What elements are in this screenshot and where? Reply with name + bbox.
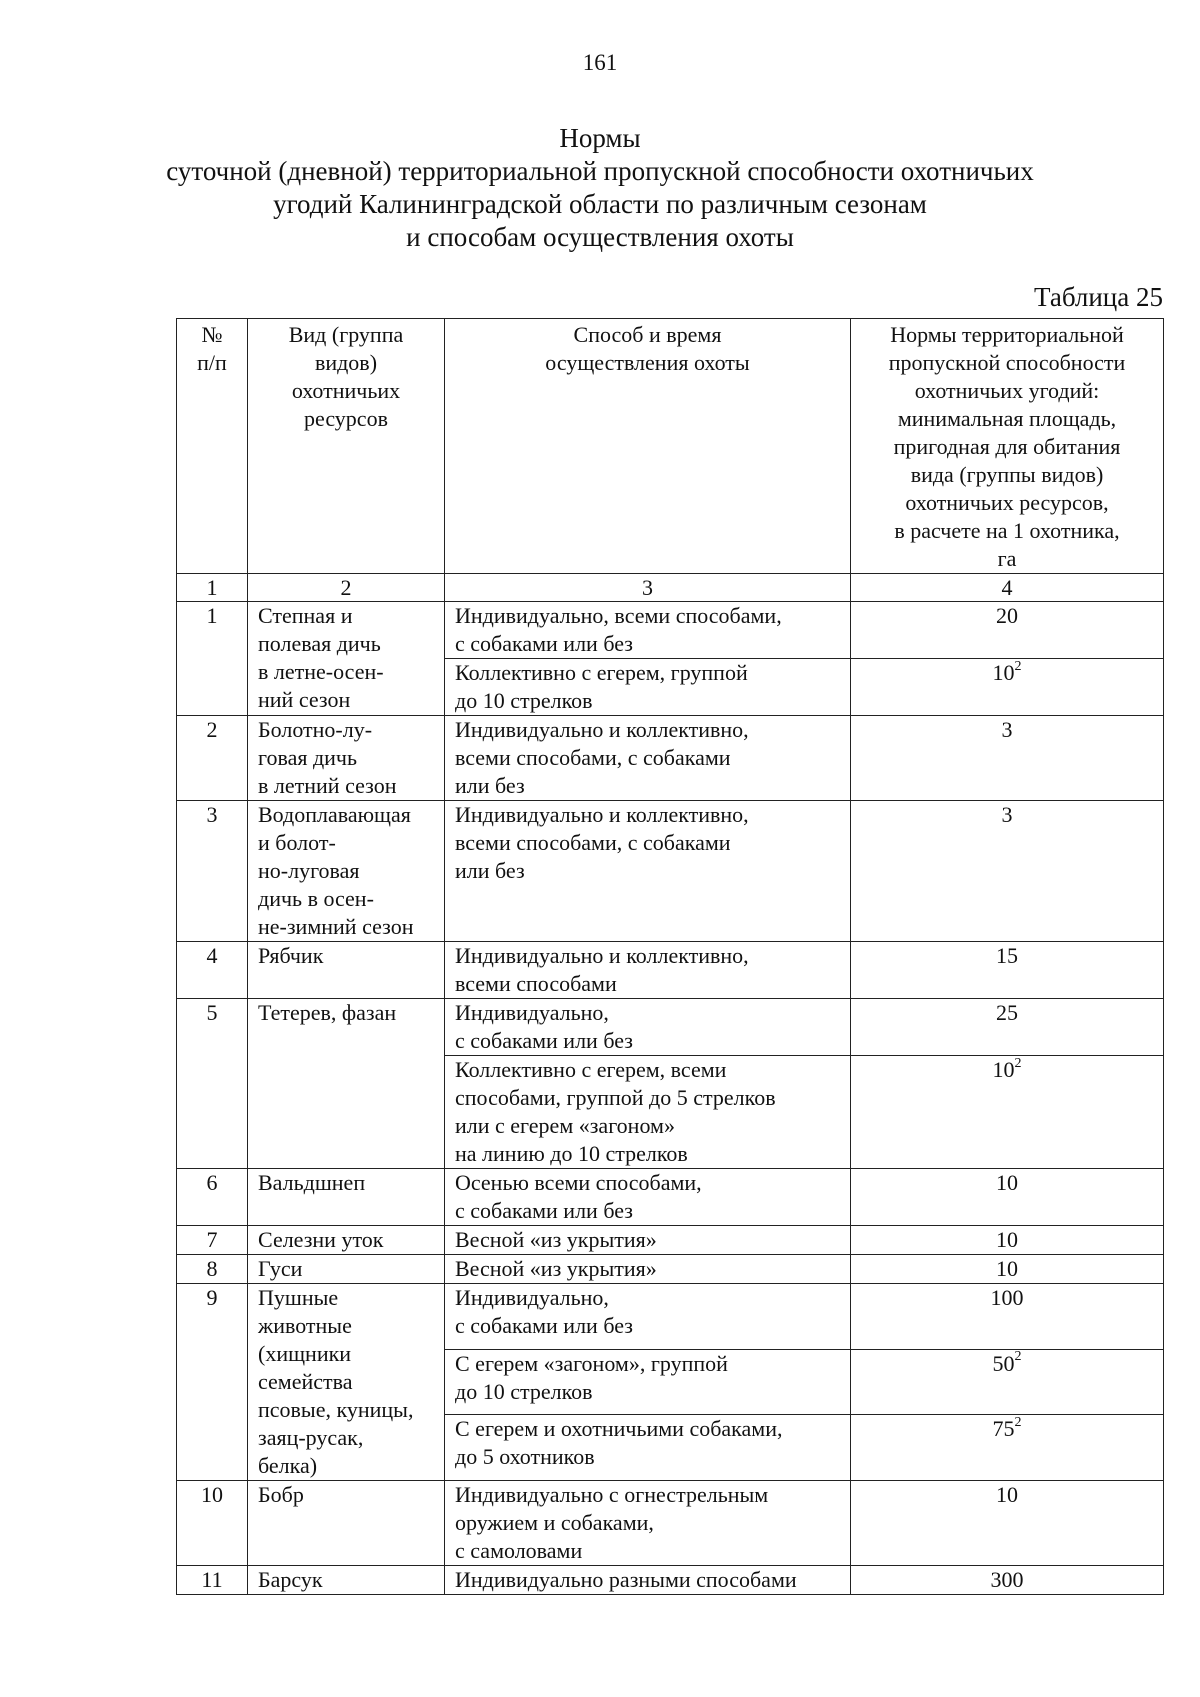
norm-value: 3 <box>1001 717 1013 742</box>
title-line: и способам осуществления охоты <box>406 222 794 252</box>
row-number: 2 <box>177 716 248 801</box>
cell-line: Индивидуально и коллективно, <box>455 717 749 742</box>
cell-line: га <box>997 546 1017 571</box>
cell-line: Селезни уток <box>258 1227 384 1252</box>
cell-line: охотничьих <box>291 378 401 403</box>
cell-line: Способ и время <box>573 322 722 347</box>
column-number: 2 <box>248 574 445 602</box>
table-row <box>177 1481 1164 1566</box>
column-number-row <box>177 574 1164 602</box>
cell-line: или с егерем «загоном» <box>455 1113 675 1138</box>
cell-line: Вид (группа <box>288 322 404 347</box>
cell-line: белка) <box>258 1453 318 1478</box>
norm-value: 10 <box>996 1170 1018 1195</box>
header-norm <box>851 319 1164 574</box>
norm-cell <box>851 1169 1164 1226</box>
norm-cell <box>851 1226 1164 1255</box>
header-num <box>177 319 248 574</box>
cell-line: минимальная площадь, <box>897 406 1117 431</box>
species-cell <box>248 716 445 801</box>
table-row <box>177 999 1164 1056</box>
cell-line: Нормы территориальной <box>890 322 1124 347</box>
cell-line: или без <box>455 773 525 798</box>
cell-line: № <box>201 322 223 347</box>
cell-line: Пушные <box>258 1285 339 1310</box>
column-number: 4 <box>851 574 1164 602</box>
cell-line: Весной «из укрытия» <box>455 1227 657 1252</box>
cell-line: с собаками или без <box>455 1313 633 1338</box>
title-line: угодий Калининградской области по различным сезонам <box>273 189 927 219</box>
cell-line: с самоловами <box>455 1538 583 1563</box>
method-cell <box>445 1481 851 1566</box>
cell-line: псовые, куницы, <box>258 1397 414 1422</box>
method-cell <box>445 1415 851 1481</box>
species-cell <box>248 1566 445 1595</box>
norm-value: 10 <box>996 1482 1018 1507</box>
species-cell <box>248 1226 445 1255</box>
species-cell <box>248 801 445 942</box>
cell-line: до 10 стрелков <box>455 1378 593 1404</box>
norm-value: 10 <box>992 660 1015 685</box>
cell-line: в летне-осен- <box>258 659 384 684</box>
norm-cell <box>851 1349 1164 1415</box>
cell-line: животные <box>258 1313 352 1338</box>
cell-line: вида (группы видов) <box>910 462 1104 487</box>
method-cell <box>445 1169 851 1226</box>
method-cell <box>445 1284 851 1350</box>
norm-footnote: 2 <box>1014 658 1022 674</box>
cell-line: до 10 стрелков <box>455 688 593 713</box>
cell-line: С егерем «загоном», группой <box>455 1350 728 1376</box>
header-species <box>248 319 445 574</box>
cell-line: Тетерев, фазан <box>258 1000 397 1025</box>
cell-line: семейства <box>258 1369 353 1394</box>
table-row <box>177 1226 1164 1255</box>
cell-line: Индивидуально, всеми способами, <box>455 603 782 628</box>
norm-cell <box>851 999 1164 1056</box>
cell-line: Индивидуально, <box>455 1000 609 1025</box>
norm-value: 20 <box>996 603 1018 628</box>
cell-line: Рябчик <box>258 943 324 968</box>
cell-line: или без <box>455 858 525 883</box>
cell-line: оружием и собаками, <box>455 1510 654 1535</box>
method-cell <box>445 1566 851 1595</box>
method-cell <box>445 1349 851 1415</box>
table-caption: Таблица 25 <box>1034 282 1163 312</box>
norm-value: 50 <box>992 1350 1015 1376</box>
cell-line: всеми способами <box>455 971 617 996</box>
norm-value: 3 <box>1001 802 1013 827</box>
cell-line: с собаками или без <box>455 1198 633 1223</box>
cell-line: охотничьих угодий: <box>914 378 1100 403</box>
row-number: 9 <box>177 1284 248 1481</box>
cell-line: Вальдшнеп <box>258 1170 366 1195</box>
method-cell <box>445 801 851 942</box>
cell-line: Степная и <box>258 603 353 628</box>
species-cell <box>248 1284 445 1481</box>
row-number: 11 <box>177 1566 248 1595</box>
method-cell <box>445 1255 851 1284</box>
cell-line: пригодная для обитания <box>893 434 1121 459</box>
table-row <box>177 942 1164 999</box>
cell-line: С егерем и охотничьими собаками, <box>455 1416 783 1442</box>
cell-line: Гуси <box>258 1256 303 1281</box>
method-cell <box>445 1056 851 1169</box>
species-cell <box>248 602 445 716</box>
table-row <box>177 1284 1164 1350</box>
table-row <box>177 1255 1164 1284</box>
norm-cell <box>851 1481 1164 1566</box>
method-cell <box>445 1226 851 1255</box>
table-row <box>177 1169 1164 1226</box>
cell-line: Коллективно с егерем, группой <box>455 660 748 685</box>
cell-line: всеми способами, с собаками <box>455 830 731 855</box>
norm-cell <box>851 1056 1164 1169</box>
header-method <box>445 319 851 574</box>
cell-line: (хищники <box>258 1341 352 1366</box>
norm-value: 15 <box>996 943 1018 968</box>
cell-line: Индивидуально и коллективно, <box>455 943 749 968</box>
table-row <box>177 1566 1164 1595</box>
cell-line: с собаками или без <box>455 1028 633 1053</box>
title-line: Нормы <box>559 123 641 153</box>
species-cell <box>248 942 445 999</box>
table-row <box>177 716 1164 801</box>
cell-line: в летний сезон <box>258 773 397 798</box>
species-cell <box>248 1481 445 1566</box>
row-number: 4 <box>177 942 248 999</box>
norm-value: 10 <box>996 1256 1018 1281</box>
row-number: 6 <box>177 1169 248 1226</box>
norm-footnote: 2 <box>1014 1349 1022 1365</box>
row-number: 8 <box>177 1255 248 1284</box>
cell-line: Коллективно с егерем, всеми <box>455 1057 727 1082</box>
norm-footnote: 2 <box>1014 1414 1022 1430</box>
norm-value: 75 <box>992 1416 1015 1442</box>
cell-line: Индивидуально разными способами <box>455 1567 797 1592</box>
cell-line: Индивидуально и коллективно, <box>455 802 749 827</box>
cell-line: говая дичь <box>258 745 358 770</box>
norm-value: 10 <box>996 1227 1018 1252</box>
species-cell <box>248 999 445 1169</box>
norm-cell <box>851 801 1164 942</box>
method-cell <box>445 659 851 716</box>
cell-line: в расчете на 1 охотника, <box>894 518 1120 543</box>
row-number: 5 <box>177 999 248 1169</box>
title-line: суточной (дневной) территориальной пропускной способности охотничьих <box>166 156 1034 186</box>
cell-line: дичь в осен- <box>258 886 374 911</box>
cell-line: до 5 охотников <box>455 1444 595 1470</box>
cell-line: не-зимний сезон <box>258 914 414 939</box>
cell-line: полевая дичь <box>258 631 381 656</box>
header-row <box>177 319 1164 574</box>
cell-line: Осенью всеми способами, <box>455 1170 702 1195</box>
cell-line: пропускной способности <box>888 350 1126 375</box>
norm-cell <box>851 1415 1164 1481</box>
cell-line: Водоплавающая <box>258 802 411 827</box>
method-cell <box>445 716 851 801</box>
norm-cell <box>851 659 1164 716</box>
cell-line: с собаками или без <box>455 631 633 656</box>
cell-line: Болотно-лу- <box>258 717 373 742</box>
cell-line: ресурсов <box>304 406 388 431</box>
cell-line: ний сезон <box>258 687 351 712</box>
method-cell <box>445 602 851 659</box>
table-row <box>177 801 1164 942</box>
cell-line: п/п <box>197 350 227 375</box>
species-cell <box>248 1255 445 1284</box>
cell-line: на линию до 10 стрелков <box>455 1141 688 1166</box>
row-number: 7 <box>177 1226 248 1255</box>
norm-value: 300 <box>990 1567 1024 1592</box>
table-body <box>177 574 1164 1595</box>
column-number: 3 <box>445 574 851 602</box>
norm-cell <box>851 716 1164 801</box>
norm-cell <box>851 1255 1164 1284</box>
row-number: 1 <box>177 602 248 716</box>
row-number: 3 <box>177 801 248 942</box>
cell-line: всеми способами, с собаками <box>455 745 731 770</box>
norm-cell <box>851 1284 1164 1350</box>
norm-cell <box>851 942 1164 999</box>
document-title <box>0 122 1200 254</box>
cell-line: Индивидуально с огнестрельным <box>455 1482 769 1507</box>
cell-line: заяц-русак, <box>258 1425 364 1450</box>
row-number: 10 <box>177 1481 248 1566</box>
cell-line: видов) <box>314 350 378 375</box>
norm-value: 25 <box>996 1000 1018 1025</box>
cell-line: Весной «из укрытия» <box>455 1256 657 1281</box>
cell-line: Барсук <box>258 1567 323 1592</box>
table-row <box>177 602 1164 659</box>
norm-footnote: 2 <box>1014 1055 1022 1071</box>
species-cell <box>248 1169 445 1226</box>
cell-line: но-луговая <box>258 858 360 883</box>
cell-line: Индивидуально, <box>455 1285 609 1310</box>
cell-line: осуществления охоты <box>545 350 750 375</box>
method-cell <box>445 999 851 1056</box>
cell-line: способами, группой до 5 стрелков <box>455 1085 776 1110</box>
column-number: 1 <box>177 574 248 602</box>
page-number: 161 <box>582 50 618 75</box>
cell-line: Бобр <box>258 1482 304 1507</box>
cell-line: охотничьих ресурсов, <box>905 490 1109 515</box>
cell-line: и болот- <box>258 830 336 855</box>
norm-value: 100 <box>990 1285 1024 1310</box>
norm-cell <box>851 1566 1164 1595</box>
norms-table <box>176 318 1164 1595</box>
norm-cell <box>851 602 1164 659</box>
method-cell <box>445 942 851 999</box>
norm-value: 10 <box>992 1057 1015 1082</box>
